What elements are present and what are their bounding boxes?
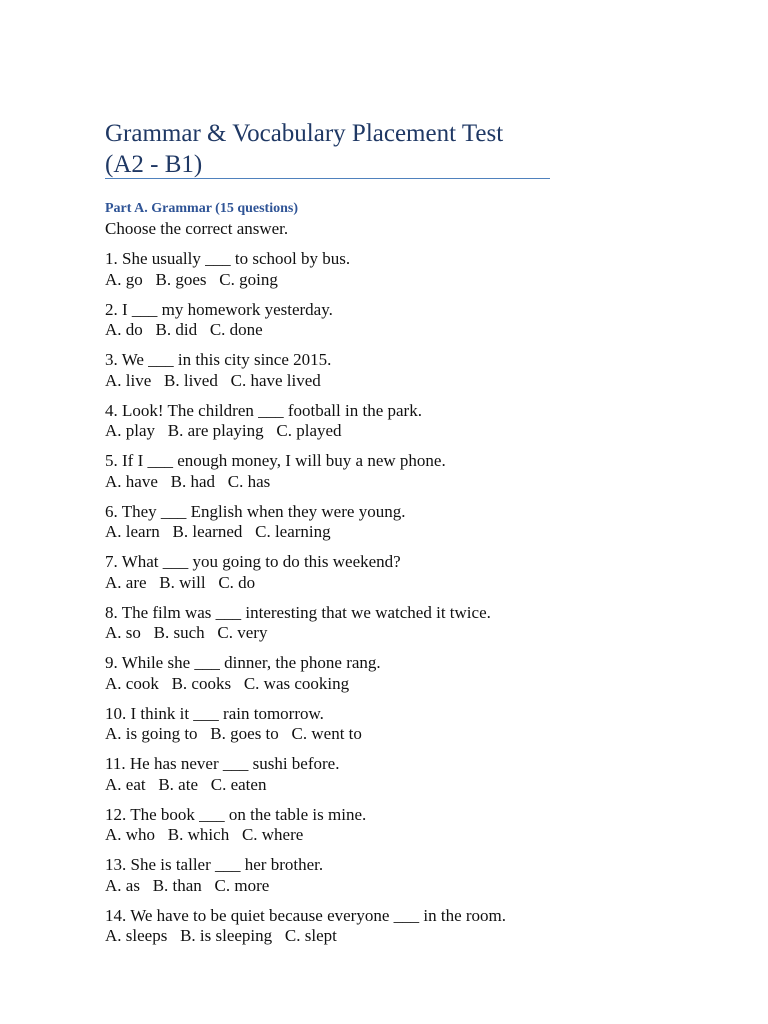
answer-options: A. have B. had C. has xyxy=(105,471,271,491)
question-item xyxy=(105,502,665,553)
part-a-instruction: Choose the correct answer. xyxy=(105,219,289,238)
question-text: 3. We ___ in this city since 2015. xyxy=(105,350,332,369)
question-text: 13. She is taller ___ her brother. xyxy=(105,855,324,874)
question-text: 6. They ___ English when they were young. xyxy=(105,501,406,521)
title-line-2: (A2 - B1) xyxy=(105,151,203,178)
question-text: 14. We have to be quiet because everyone ___ in the room. xyxy=(105,905,506,925)
question-text: 1. She usually ___ to school by bus. xyxy=(105,249,351,268)
question-item xyxy=(105,855,665,906)
question-item xyxy=(105,906,665,957)
answer-options: A. sleeps B. is sleeping C. slept xyxy=(105,926,337,945)
question-text: 11. He has never ___ sushi before. xyxy=(105,754,340,773)
answer-options: A. live B. lived C. have lived xyxy=(105,370,321,390)
answer-options: A. as B. than C. more xyxy=(105,875,270,895)
question-item xyxy=(105,451,665,502)
answer-options: A. learn B. learned C. learning xyxy=(105,522,331,541)
question-item xyxy=(105,653,665,704)
question-text: 4. Look! The children ___ football in the park. xyxy=(105,400,422,420)
question-item xyxy=(105,603,665,654)
answer-options: A. are B. will C. do xyxy=(105,572,256,592)
answer-options: A. go B. goes C. going xyxy=(105,269,278,289)
answer-options: A. who B. which C. where xyxy=(105,825,304,844)
question-item xyxy=(105,552,665,603)
question-item xyxy=(105,754,665,805)
part-a-heading: Part A. Grammar (15 questions) xyxy=(105,201,298,216)
question-text: 2. I ___ my homework yesterday. xyxy=(105,299,333,319)
page-title xyxy=(105,118,555,180)
title-divider xyxy=(105,178,550,179)
question-item xyxy=(105,300,665,351)
question-item xyxy=(105,805,665,856)
question-item xyxy=(105,704,665,755)
question-text: 5. If I ___ enough money, I will buy a new phone. xyxy=(105,451,446,470)
answer-options: A. eat B. ate C. eaten xyxy=(105,774,267,794)
answer-options: A. do B. did C. done xyxy=(105,320,263,339)
question-text: 9. While she ___ dinner, the phone rang. xyxy=(105,653,381,672)
question-item xyxy=(105,401,665,452)
question-item xyxy=(105,249,665,300)
answer-options: A. cook B. cooks C. was cooking xyxy=(105,673,350,693)
answer-options: A. play B. are playing C. played xyxy=(105,421,342,440)
question-text: 10. I think it ___ rain tomorrow. xyxy=(105,703,324,723)
title-line-1: Grammar & Vocabulary Placement Test xyxy=(105,120,504,147)
answer-options: A. so B. such C. very xyxy=(105,623,268,642)
question-text: 7. What ___ you going to do this weekend? xyxy=(105,552,401,571)
answer-options: A. is going to B. goes to C. went to xyxy=(105,724,362,743)
question-list xyxy=(105,249,665,956)
question-item xyxy=(105,350,665,401)
question-text: 8. The film was ___ interesting that we watched it twice. xyxy=(105,602,491,622)
question-text: 12. The book ___ on the table is mine. xyxy=(105,804,367,824)
